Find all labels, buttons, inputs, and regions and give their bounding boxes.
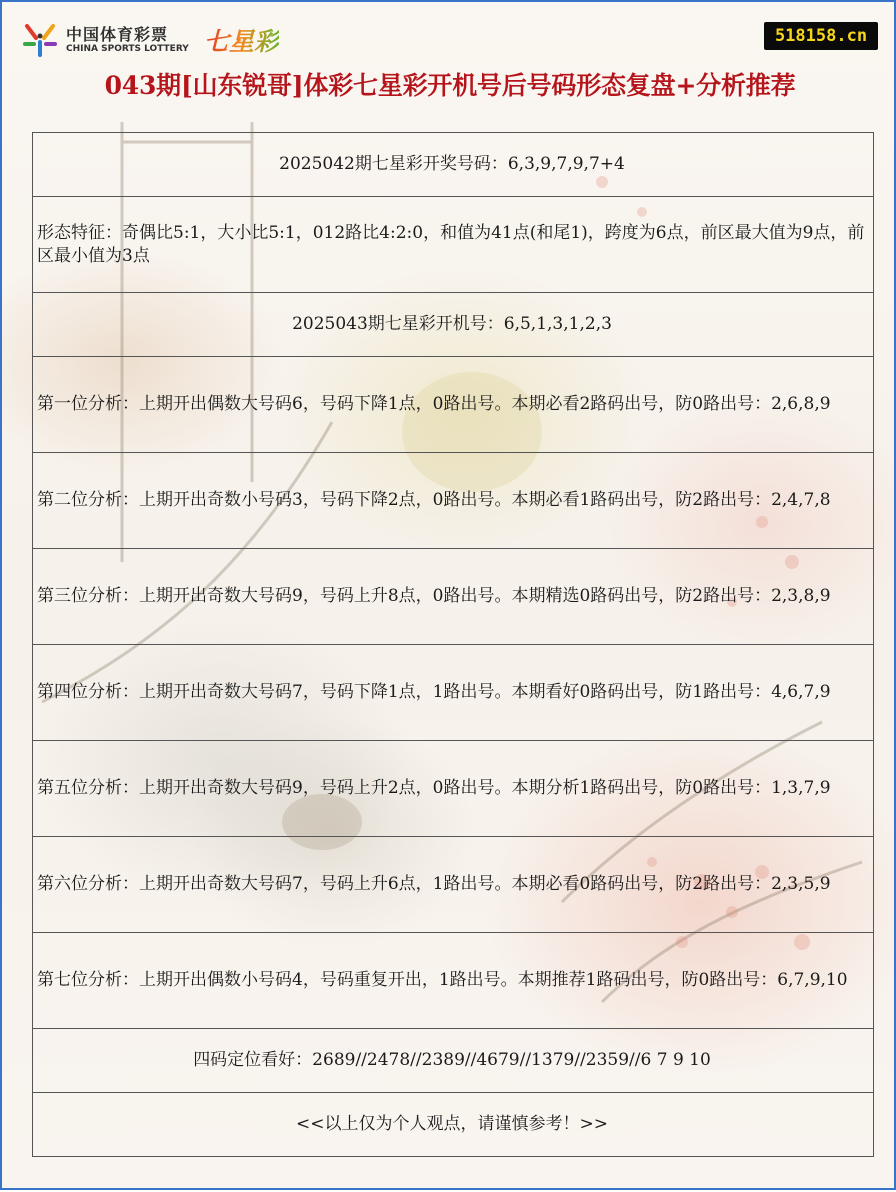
table-row-position-1 [33,357,873,453]
table-row-previous-draw [33,133,873,197]
pattern-features-text: 形态特征：奇偶比5:1，大小比5:1，012路比4:2:0，和值为41点(和尾1)，跨度为6点，前区最大值为9点，前区最小值为3点 [37,222,865,266]
table-row-position-3 [33,549,873,645]
table-row-position-4 [33,645,873,741]
logo-game-name: 七星彩 [204,22,279,58]
logo-english-text: CHINA SPORTS LOTTERY [66,44,189,54]
china-sports-lottery-logo [22,20,282,60]
analysis-table [32,132,874,1157]
position-4-analysis: 第四位分析：上期开出奇数大号码7，号码下降1点，1路出号。本期看好0路码出号，防1路出号：4,6,7,9 [37,682,831,702]
machine-numbers-text: 2025043期七星彩开机号：6,5,1,3,1,2,3 [292,314,612,334]
table-row-machine-numbers [33,293,873,357]
table-row-disclaimer [33,1093,873,1157]
logo-chinese-text: 中国体育彩票 [66,25,169,44]
position-3-analysis: 第三位分析：上期开出奇数大号码9，号码上升8点，0路出号。本期精选0路码出号，防2路出号：2,3,8,9 [37,586,831,606]
position-6-analysis: 第六位分析：上期开出奇数大号码7，号码上升6点，1路出号。本期必看0路码出号，防2路出号：2,3,5,9 [37,874,831,894]
table-row-pattern-features [33,197,873,293]
position-2-analysis: 第二位分析：上期开出奇数小号码3，号码下降2点，0路出号。本期必看1路码出号，防2路出号：2,4,7,8 [37,490,831,510]
table-row-position-6 [33,837,873,933]
lottery-logo-icon [22,22,58,58]
table-row-position-7 [33,933,873,1029]
position-1-analysis: 第一位分析：上期开出偶数大号码6，号码下降1点，0路出号。本期必看2路码出号，防0路出号：2,6,8,9 [37,394,831,414]
site-badge[interactable]: 518158.cn [764,22,878,50]
page-title: 043期[山东锐哥]体彩七星彩开机号后号码形态复盘+分析推荐 [104,71,796,100]
previous-draw-text: 2025042期七星彩开奖号码：6,3,9,7,9,7+4 [279,154,625,174]
position-7-analysis: 第七位分析：上期开出偶数小号码4，号码重复开出，1路出号。本期推荐1路码出号，防0路出号：6,7,9,10 [37,970,848,990]
position-5-analysis: 第五位分析：上期开出奇数大号码9，号码上升2点，0路出号。本期分析1路码出号，防0路出号：1,3,7,9 [37,778,831,798]
disclaimer-text: <<以上仅为个人观点，请谨慎参考！>> [296,1114,608,1134]
table-row-four-code-picks [33,1029,873,1093]
table-row-position-5 [33,741,873,837]
table-row-position-2 [33,453,873,549]
four-code-picks-text: 四码定位看好：2689//2478//2389//4679//1379//2359//6 7 9 10 [193,1050,711,1070]
